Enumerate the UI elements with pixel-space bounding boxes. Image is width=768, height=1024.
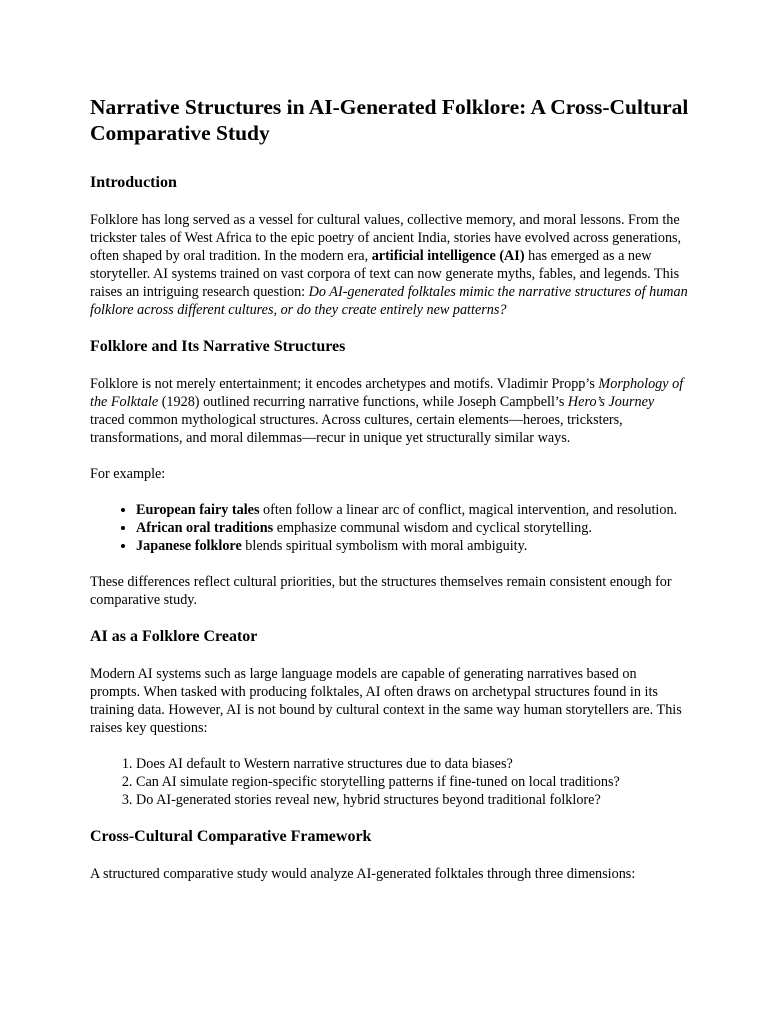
document-page	[90, 94, 690, 883]
folklore-text-2: (1928) outlined recurring narrative functions, while Joseph Campbell’s	[158, 394, 568, 410]
heading-folklore-structures: Folklore and Its Narrative Structures	[90, 338, 346, 355]
heading-comparative-framework: Cross-Cultural Comparative Framework	[90, 828, 372, 845]
list-item-bold: African oral traditions	[136, 520, 274, 536]
list-item-bold: European fairy tales	[136, 502, 260, 518]
folklore-conclusion-paragraph: These differences reflect cultural priorities, but the structures themselves remain consistent enough for comparative study.	[90, 574, 672, 608]
list-item-bold: Japanese folklore	[136, 538, 242, 554]
intro-research-question: Do AI-generated folktales mimic the narrative structures of human folklore across different cultures, or do they create entirely new patterns?	[90, 284, 688, 318]
key-questions-list	[90, 755, 690, 809]
intro-bold-ai: artificial intelligence (AI)	[371, 248, 525, 264]
list-item-text: blends spiritual symbolism with moral ambiguity.	[241, 538, 528, 554]
folklore-text-1: Folklore is not merely entertainment; it encodes archetypes and motifs. Vladimir Propp’s	[90, 376, 599, 392]
folklore-italic-morphology: Morphology of the Folktale	[90, 376, 684, 410]
framework-paragraph: A structured comparative study would analyze AI-generated folktales through three dimensions:	[90, 866, 636, 882]
heading-ai-folklore-creator: AI as a Folklore Creator	[90, 628, 258, 645]
folklore-paragraph	[90, 375, 690, 447]
document-title: Narrative Structures in AI-Generated Folklore: A Cross-Cultural Comparative Study	[90, 95, 689, 145]
intro-paragraph	[90, 211, 690, 319]
list-item: 3. Do AI-generated stories reveal new, hybrid structures beyond traditional folklore?	[136, 791, 690, 809]
folklore-examples-list	[90, 501, 690, 555]
list-item-text: often follow a linear arc of conflict, magical intervention, and resolution.	[259, 502, 678, 518]
heading-introduction: Introduction	[90, 174, 177, 191]
list-item: 1. Does AI default to Western narrative structures due to data biases?	[136, 755, 690, 773]
folklore-italic-heros-journey: Hero’s Journey	[567, 394, 655, 410]
folklore-text-3: traced common mythological structures. Across cultures, certain elements—heroes, tricksters, transformations, and moral dilemmas—recur in unique yet structurally similar ways.	[90, 412, 623, 446]
ai-creator-paragraph: Modern AI systems such as large language models are capable of generating narratives based on prompts. When tasked with producing folktales, AI often draws on archetypal structures found in its training data. However, AI is not bound by cultural context in the same way human storytellers are. This raises key questions:	[90, 666, 682, 736]
list-item	[136, 519, 690, 537]
list-item: 2. Can AI simulate region-specific storytelling patterns if fine-tuned on local traditions?	[136, 773, 690, 791]
intro-text-1: Folklore has long served as a vessel for cultural values, collective memory, and moral lessons. From the trickster tales of West Africa to the epic poetry of ancient India, stories have evolved across generations, often shaped by oral tradition. In the modern era,	[90, 212, 682, 264]
intro-text-2: has emerged as a new storyteller. AI systems trained on vast corpora of text can now generate myths, fables, and legends. This raises an intriguing research question:	[90, 248, 680, 300]
list-item	[136, 501, 690, 519]
example-intro: For example:	[90, 466, 166, 482]
list-item-text: emphasize communal wisdom and cyclical storytelling.	[273, 520, 592, 536]
list-item	[136, 537, 690, 555]
